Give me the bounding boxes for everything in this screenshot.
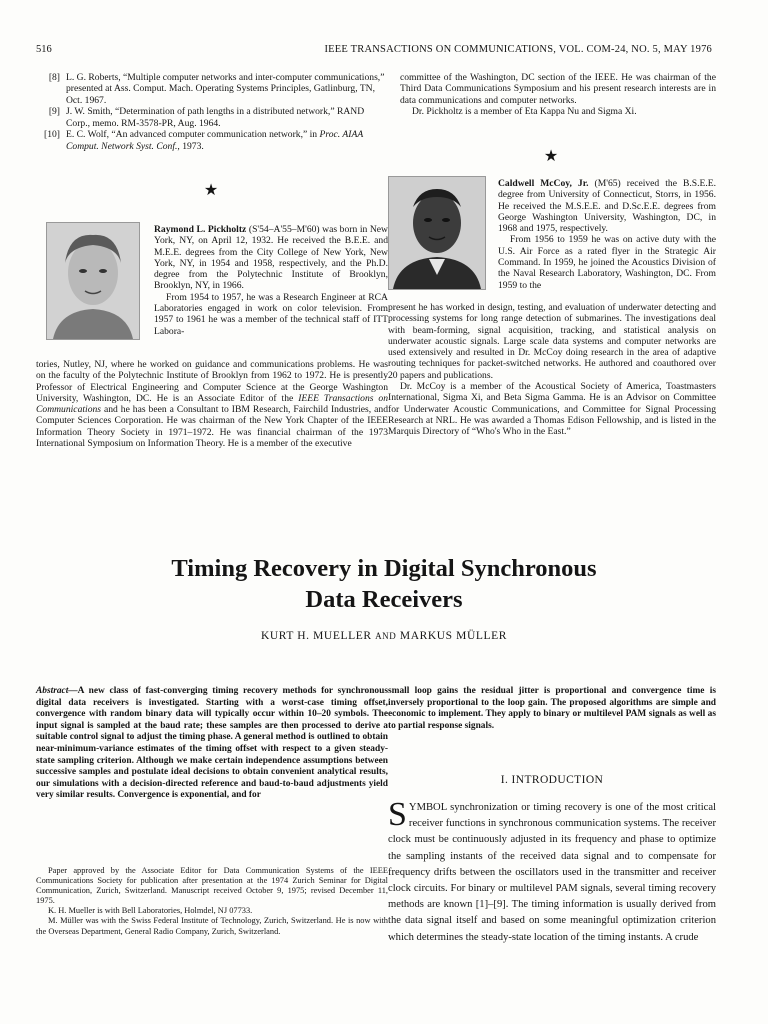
abstract-label: Abstract— xyxy=(36,686,78,696)
pickholtz-bio-wrapped: Raymond L. Pickholtz (S'54–A'55–M'60) was born in New York, NY, on April 12, 1932. He received the B.E.E. and M.E.E. degrees from the City College of New York, New York, NY, in 1954 and 1958, respectively, and the Ph.D. degree from the Polytechnic Institute of Brooklyn, Brooklyn, NY, in 1966. From 1954 to 1957, he was a Research Engineer at RCA Laboratories engaged in work on color television. From 1957 to 1961 he was a member of the technical staff of ITT Labora- xyxy=(154,224,388,337)
introduction-text: SYMBOL synchronization or timing recovery is one of the most critical receiver functions in synchronous communication systems. The receiver clock must be continuously adjusted in its frequency and phase to optimize the sampling instants of the received data signal and to compensate for frequency drifts between the oscillators used in the transmitter and receiver clock circuits. For binary or multilevel PAM signals, several timing recovery methods are known [1]–[9]. The timing information is usually derived from the data signal itself and based on some meaningful optimization criterion which determines the steady-state location of the timing instants. A crude xyxy=(388,796,716,943)
abstract-continued: small loop gains the residual jitter is proportional and convergence time is inversely proportional to the loop gain. The proposed algorithms are simple and economic to implement. They apply to binary or multilevel PAM signals as well as to partial response signals. xyxy=(388,686,716,731)
reference-item: [8] L. G. Roberts, “Multiple computer networks and inter-computer communications,” presented at Ass. Comput. Mach. Operating Systems Principles, Gatlinburg, TN, Oct. 1967. xyxy=(48,72,385,106)
star-separator: ★ xyxy=(203,182,219,199)
author-photo-mccoy xyxy=(388,176,486,290)
bio-name: Caldwell McCoy, Jr. xyxy=(498,178,589,189)
portrait-image xyxy=(47,223,139,339)
portrait-image xyxy=(389,177,485,289)
reference-item: [10] E. C. Wolf, “An advanced computer communication network,” in Proc. AIAA Comput. Network Syst. Conf., 1973. xyxy=(44,129,364,152)
pickholtz-bio-full: tories, Nutley, NJ, where he worked on guidance and communications problems. He was on the faculty of the Polytechnic Institute of Brooklyn from 1962 to 1972. He is presently Professor of Electrical Engineering and Computer Science at the George Washington University, Washington, DC. He is an Associate Editor of the IEEE Transactions on Communications and he has been a Consultant to IBM Research, Fairchild Industries, and Computer Sciences Corporation. He was chairman of the New York Chapter of the IEEE Information Theory Society in 1971–1972. He was financial chairman of the 1973 International Symposium on Information Theory. He is a member of the executive xyxy=(36,359,389,450)
page-number: 516 xyxy=(36,44,52,55)
article-authors: KURT H. MUELLER AND MARKUS MÜLLER xyxy=(260,630,508,642)
mccoy-bio-wrapped: Caldwell McCoy, Jr. (M'65) received the B.S.E.E. degree from University of Connecticut, Storrs, in 1956. He received the M.S.E.E. and D.Sc.E.E. degrees from George Washington University, Washington, DC, in 1968 and 1975, respectively. From 1956 to 1959 he was on active duty with the U.S. Air Force as a rated flyer in the Strategic Air Command. In 1959, he joined the Acoustics Division of the Naval Research Laboratory, Washington, DC. From 1959 to the xyxy=(498,178,716,291)
reference-list xyxy=(36,72,388,153)
drop-cap: S xyxy=(388,796,407,833)
star-separator: ★ xyxy=(543,148,559,165)
article-title: Timing Recovery in Digital Synchronous Data Receivers xyxy=(171,555,597,613)
author-name: KURT H. MUELLER xyxy=(260,630,372,642)
pickholtz-bio-continued: committee of the Washington, DC section of the IEEE. He was chairman of the Third Data Communications Symposium and his present research interests are in data communications and computer networks. Dr. Pickholtz is a member of Eta Kappa Nu and Sigma Xi. xyxy=(400,72,716,117)
author-name: MARKUS MÜLLER xyxy=(399,630,508,642)
journal-header: IEEE TRANSACTIONS ON COMMUNICATIONS, VOL. COM-24, NO. 5, MAY 1976 xyxy=(324,44,712,55)
bio-name: Raymond L. Pickholtz xyxy=(154,224,247,235)
abstract: Abstract—A new class of fast-converging timing recovery methods for synchronous digital data receivers is investigated. Starting with a worst-case timing offset, convergence with random binary data will typically occur within 10–20 symbols. The input signal is sampled at the baud rate; these samples are then processed to derive a suitable control signal to adjust the timing phase. A general method is outlined to obtain near-minimum-variance estimates of the timing offset with respect to a given steady-state sampling criterion. Although we make certain independence assumptions between successive samples and postulate ideal decisions to obtain convenient analytical results, our simulations with a decision-directed reference and baud-to-baud adjustments yield very similar results. Convergence is exponential, and for xyxy=(36,686,388,801)
author-photo-pickholtz xyxy=(46,222,140,340)
footnotes: Paper approved by the Associate Editor for Data Communication Systems of the IEEE Communications Society for publication after presentation at the 1974 Zurich Seminar for Digital Communication, Zurich, Switzerland. Manuscript received October 9, 1975; revised December 11, 1975. K. H. Mueller is with Bell Laboratories, Holmdel, NJ 07733. M. Müller was with the Swiss Federal Institute of Technology, Zurich, Switzerland. He is now with the Overseas Department, General Radio Company, Zurich, Switzerland. xyxy=(36,866,388,936)
mccoy-bio-full: present he has worked in design, testing, and evaluation of underwater detecting and processing systems for long range detection of submarines. The investigations deal with beam-forming, signal acquisition, tracking, and statistical analysis on underwater acoustic signals. Large scale data systems and computer networks are used extensively and resulted in Dr. McCoy doing research in the area of adaptive routing techniques for packet-switched networks. He authored and coauthored over 20 papers and publications. Dr. McCoy is a member of the Acoustical Society of America, Toastmasters International, Sigma Xi, and Beta Sigma Gamma. He is an Advisor on Committee for Underwater Acoustic Communications, and Committee for Signal Processing Research at NRL. He was awarded a Thomas Edison Fellowship, and is listed in the Marquis Directory of “Who's Who in the East.” xyxy=(388,302,716,438)
reference-item: [9] J. W. Smith, “Determination of path lengths in a distributed network,” RAND Corp., memo. RM-3578-PR, Aug. 1964. xyxy=(48,106,365,129)
section-heading: I. INTRODUCTION xyxy=(500,774,604,786)
